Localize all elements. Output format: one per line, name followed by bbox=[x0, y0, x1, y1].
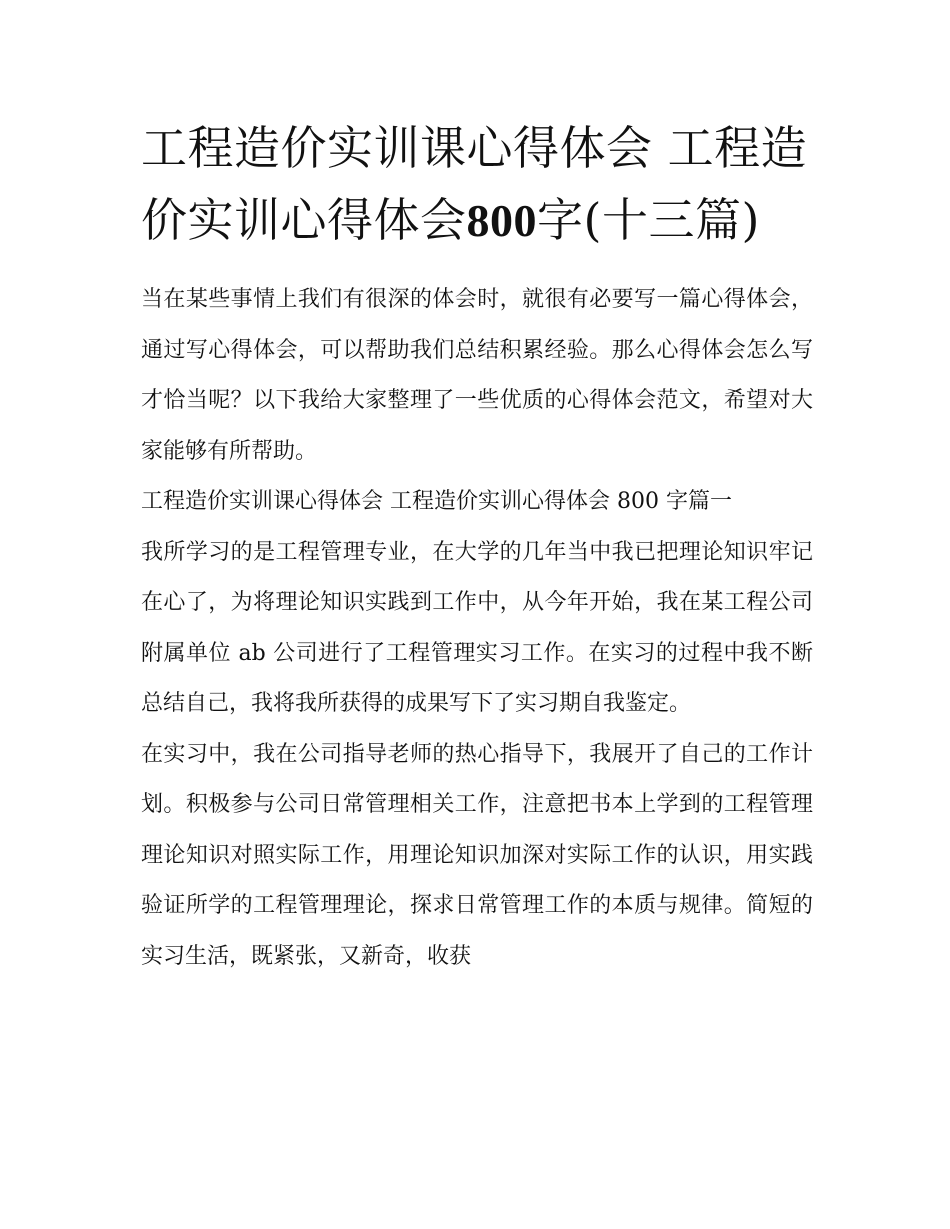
document-page bbox=[141, 112, 813, 982]
body-paragraph-1: 我所学习的是工程管理专业，在大学的几年当中我已把理论知识牢记在心了，为将理论知识实践到工作中，从今年开始，我在某工程公司附属单位 ab 公司进行了工程管理实习工作。在实习的过程中我不断总结自己，我将我所获得的成果写下了实习期自我鉴定。 bbox=[141, 539, 813, 716]
title-text-part2: 字(十三篇) bbox=[537, 193, 760, 247]
document-title bbox=[141, 112, 813, 257]
title-text-part1: 工程造价实训课心得体会 工程造价实训心得体会 bbox=[141, 121, 808, 247]
body-paragraph-2: 在实习中，我在公司指导老师的热心指导下，我展开了自己的工作计划。积极参与公司日常管理相关工作，注意把书本上学到的工程管理理论知识对照实际工作，用理论知识加深对实际工作的认识，用实践验证所学的工程管理理论，探求日常管理工作的本质与规律。简短的实习生活，既紧张，又新奇，收获 bbox=[141, 741, 813, 969]
section-heading: 工程造价实训课心得体会 工程造价实训心得体会 800 字篇一 bbox=[141, 489, 732, 514]
title-number: 800 bbox=[466, 195, 537, 246]
intro-paragraph: 当在某些事情上我们有很深的体会时，就很有必要写一篇心得体会，通过写心得体会，可以帮助我们总结积累经验。那么心得体会怎么写才恰当呢？以下我给大家整理了一些优质的心得体会范文，希望对大家能够有所帮助。 bbox=[141, 287, 813, 464]
